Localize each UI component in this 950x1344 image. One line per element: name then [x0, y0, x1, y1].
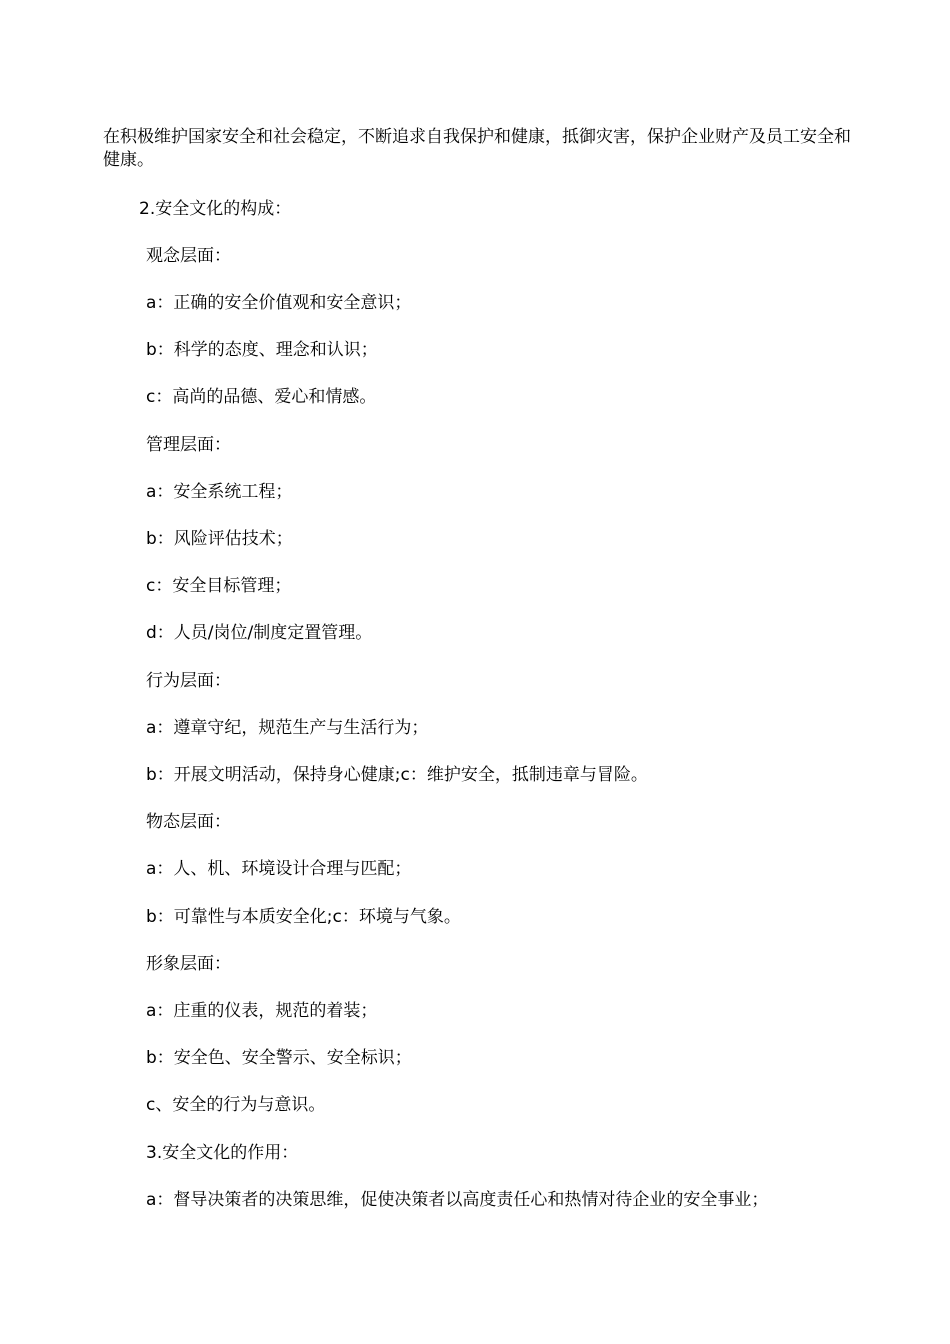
subheading-management-level: 管理层面： [146, 435, 231, 455]
list-item: a：正确的安全价值观和安全意识； [146, 293, 412, 313]
list-item: d：人员/岗位/制度定置管理。 [146, 623, 373, 643]
list-item: a：庄重的仪表，规范的着装； [146, 1001, 378, 1021]
subheading-concept-level: 观念层面： [146, 246, 231, 266]
list-item: b：开展文明活动，保持身心健康;c：维护安全，抵制违章与冒险。 [146, 765, 648, 785]
list-item: b：科学的态度、理念和认识； [146, 340, 378, 360]
list-item: c：高尚的品德、爱心和情感。 [146, 387, 377, 407]
list-item: a：安全系统工程； [146, 482, 293, 502]
list-item: b：安全色、安全警示、安全标识； [146, 1048, 412, 1068]
list-item: a：人、机、环境设计合理与匹配； [146, 859, 412, 879]
list-item: b：可靠性与本质安全化;c：环境与气象。 [146, 907, 461, 927]
list-item: a：督导决策者的决策思维，促使决策者以高度责任心和热情对待企业的安全事业； [146, 1190, 769, 1210]
list-item: c、安全的行为与意识。 [146, 1095, 326, 1115]
list-item: c：安全目标管理； [146, 576, 292, 596]
section-heading-composition: 2.安全文化的构成： [139, 199, 292, 219]
section-heading-function: 3.安全文化的作用： [146, 1143, 299, 1163]
subheading-behavior-level: 行为层面： [146, 671, 231, 691]
list-item: b：风险评估技术； [146, 529, 293, 549]
list-item: a：遵章守纪，规范生产与生活行为； [146, 718, 429, 738]
subheading-physical-level: 物态层面： [146, 812, 231, 832]
intro-paragraph: 在积极维护国家安全和社会稳定，不断追求自我保护和健康，抵御灾害，保护企业财产及员工安全和健康。 [103, 127, 851, 170]
subheading-image-level: 形象层面： [146, 954, 231, 974]
